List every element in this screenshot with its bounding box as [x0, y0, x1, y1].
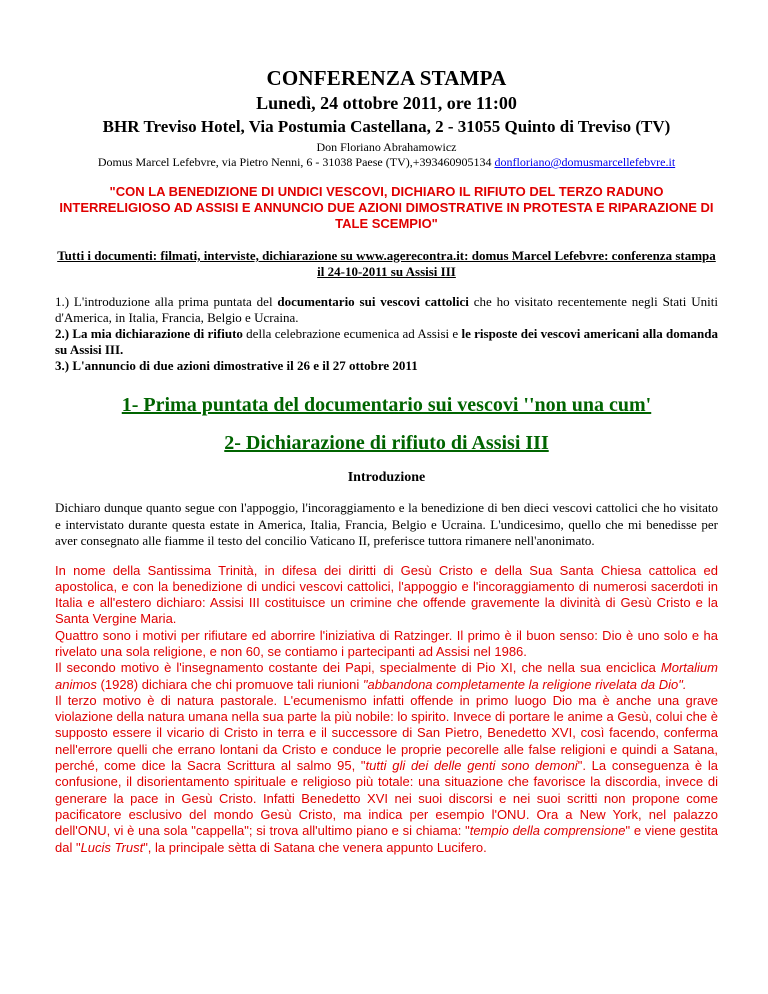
page-title: CONFERENZA STAMPA	[266, 66, 507, 90]
agenda-list	[55, 294, 718, 374]
intro-heading: Introduzione	[347, 470, 426, 485]
author-address	[55, 155, 718, 170]
address-text: Domus Marcel Lefebvre, via Pietro Nenni, 6 - 31038 Paese (TV),+393460905134	[97, 155, 495, 169]
author-name: Don Floriano Abrahamowicz	[316, 140, 457, 154]
agenda-item-2: 2.) La mia dichiarazione di rifiuto della celebrazione ecumenica ad Assisi e le risposte dei vescovi americani alla domanda su Assisi III.	[55, 326, 718, 357]
declaration-paragraph-1: In nome della Santissima Trinità, in difesa dei diritti di Gesù Cristo e della Sua Santa Chiesa cattolica ed apostolica, e con la benedizione di undici vescovi cattolici, l'appoggio e l'incoraggiamento di numerosi sacerdoti in Italia e all'estero dichiaro: Assisi III costituisce un crimine che offende gravemente la divinità di Gesù Cristo e la Santa Vergine Maria.	[55, 562, 718, 627]
agenda-item-3: 3.) L'annuncio di due azioni dimostrative il 26 e il 27 ottobre 2011	[55, 358, 418, 373]
declaration-paragraph-3: Il secondo motivo è l'insegnamento costante dei Papi, specialmente di Pio XI, che nella sua enciclica Mortalium animos (1928) dichiara che chi promuove tali riunioni "abbandona completamente la religione rivelata da Dio".	[55, 660, 718, 692]
event-place: BHR Treviso Hotel, Via Postumia Castellana, 2 - 31055 Quinto di Treviso (TV)	[102, 117, 671, 136]
event-date: Lunedì, 24 ottobre 2011, ore 11:00	[256, 93, 517, 113]
agenda-item-1: 1.) L'introduzione alla prima puntata del documentario sui vescovi cattolici che ho visitato recentemente negli Stati Uniti d'America, in Italia, Francia, Belgio e Ucraina.	[55, 294, 718, 325]
declaration-body	[55, 563, 718, 856]
documents-link[interactable]: Tutti i documenti: filmati, interviste, dichiarazione su www.agerecontra.it: domus Marcel Lefebvre: conferenza stampa il 24-10-2011 su Assisi III	[57, 248, 716, 279]
email-link[interactable]: donfloriano@domusmarcellefebvre.it	[494, 155, 676, 169]
declaration-paragraph-4: Il terzo motivo è di natura pastorale. L'ecumenismo infatti offende in primo luogo Dio ma è anche una grave violazione della natura umana nella sua parte la più nobile: lo spirito. Invece di portare le anime a Gesù, colui che è supposto essere il vicario di Cristo in terra e il successore di San Pietro, Benedetto XVI, così facendo, conferma nell'errore quelli che errano lontani da Cristo e conduce le proprie pecorelle alle false religioni e quindi a Satana, perché, come dice la Sacra Scrittura al salmo 95, "tutti gli dei delle genti sono demoni". La conseguenza è la confusione, il disorientamento spirituale e religioso più totale: una situazione che favorisce la discordia, invece di generare la pace in Gesù Cristo. Infatti Benedetto XVI nei suoi discorsi e nei suoi scritti non propone come pacificatore esclusivo del mondo Gesù Cristo, ma indica per esempio l'ONU. Ora a New York, nel palazzo dell'ONU, vi è una sola "cappella"; si trova all'ultimo piano e si chiama: "tempio della comprensione" e viene gestita dal "Lucis Trust", la principale sètta di Satana che venera appunto Lucifero.	[55, 692, 718, 855]
section-heading-1[interactable]: 1- Prima puntata del documentario sui vescovi ''non una cum'	[121, 394, 652, 416]
headline: "CON LA BENEDIZIONE DI UNDICI VESCOVI, DICHIARO IL RIFIUTO DEL TERZO RADUNO INTERRELIGIOSO AD ASSISI E ANNUNCIO DUE AZIONI DIMOSTRATIVE IN PROTESTA E RIPARAZIONE DI TALE SCEMPIO"	[59, 184, 714, 231]
declaration-paragraph-2: Quattro sono i motivi per rifiutare ed aborrire l'iniziativa di Ratzinger. Il primo è il buon senso: Dio è uno solo e ha rivelato una sola religione, e non 60, se contiamo i partecipanti ad Assisi nel 1986.	[55, 627, 718, 659]
section-heading-2[interactable]: 2- Dichiarazione di rifiuto di Assisi III	[224, 432, 549, 454]
intro-paragraph: Dichiaro dunque quanto segue con l'appoggio, l'incoraggiamento e la benedizione di ben dieci vescovi cattolici che ho visitato e intervistato durante questa estate in America, Italia, Francia, Belgio e Ucraina. L'undicesimo, quello che mi benedisse per aver consegnato alle fiamme il testo del concilio Vaticano II, preferisce tuttora rimanere nell'anonimato.	[55, 500, 718, 548]
